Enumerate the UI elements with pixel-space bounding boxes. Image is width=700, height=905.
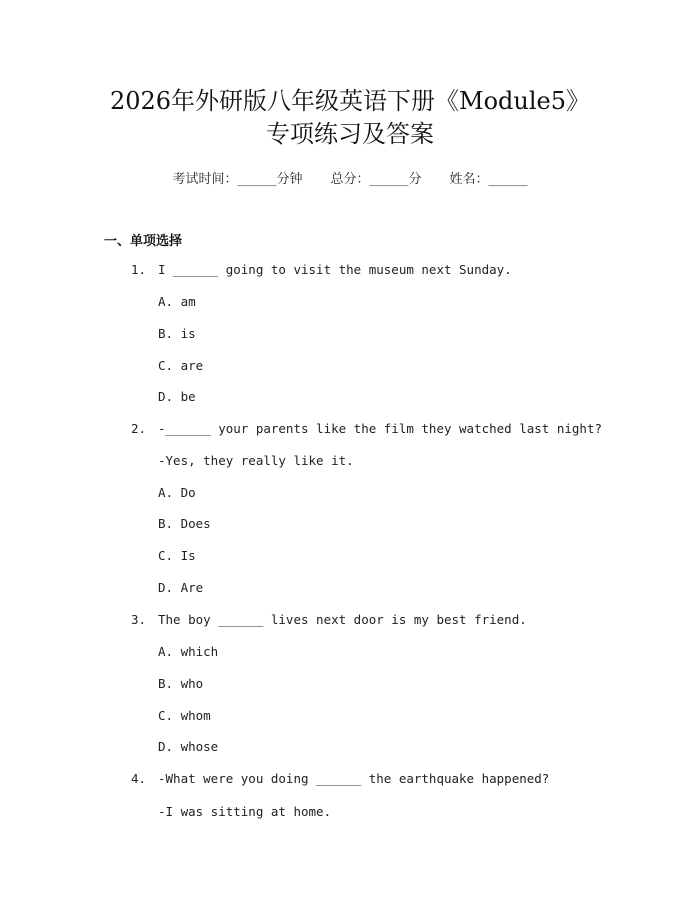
question-number: 2. bbox=[131, 421, 147, 436]
answer-option: B. who bbox=[158, 676, 204, 691]
answer-option: D. be bbox=[158, 389, 196, 404]
question-stem: -______ your parents like the film they watched last night? bbox=[158, 421, 603, 436]
answer-option: A. Do bbox=[158, 485, 196, 500]
section-heading: 一、单项选择 bbox=[104, 234, 183, 249]
student-name-field: 姓名：______ bbox=[449, 172, 528, 187]
question-stem: I ______ going to visit the museum next Sunday. bbox=[158, 262, 512, 277]
page-title-line2: 专项练习及答案 bbox=[266, 120, 434, 148]
question-reply: -Yes, they really like it. bbox=[158, 453, 354, 468]
question-number: 1. bbox=[131, 262, 147, 277]
answer-option: A. which bbox=[158, 644, 219, 659]
answer-option: C. are bbox=[158, 358, 204, 373]
exam-time-field: 考试时间：______分钟 bbox=[172, 172, 303, 187]
answer-option: A. am bbox=[158, 294, 196, 309]
answer-option: C. whom bbox=[158, 708, 211, 723]
question-number: 3. bbox=[131, 612, 147, 627]
answer-option: B. is bbox=[158, 326, 196, 341]
answer-option: C. Is bbox=[158, 548, 196, 563]
total-score-field: 总分：______分 bbox=[330, 172, 422, 187]
answer-option: B. Does bbox=[158, 516, 211, 531]
question-number: 4. bbox=[131, 771, 147, 786]
answer-option: D. whose bbox=[158, 739, 219, 754]
answer-option: D. Are bbox=[158, 580, 204, 595]
page-title-line1: 2026年外研版八年级英语下册《Module5》 bbox=[109, 87, 591, 115]
exam-meta bbox=[0, 168, 700, 187]
question-reply: -I was sitting at home. bbox=[158, 804, 332, 819]
question-stem: The boy ______ lives next door is my best friend. bbox=[158, 612, 527, 627]
question-stem: -What were you doing ______ the earthquake happened? bbox=[158, 771, 550, 786]
